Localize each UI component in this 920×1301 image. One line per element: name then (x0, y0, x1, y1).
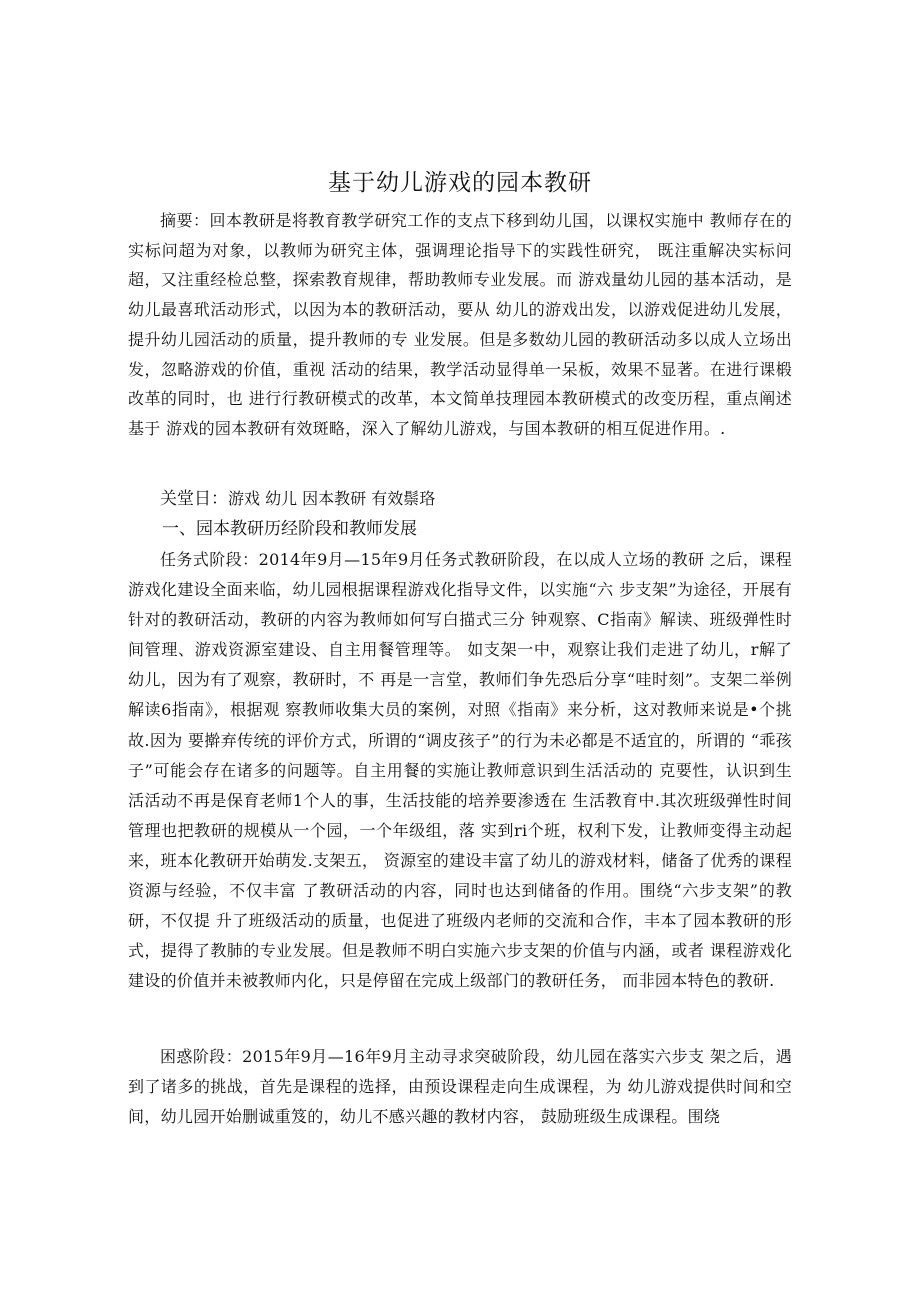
keywords-text: 游戏 幼儿 因本教研 有效鬃珞 (228, 489, 436, 508)
document-title: 基于幼儿游戏的园本教研 (328, 170, 592, 196)
section-heading-1: 一、园本教研历经阶段和教师发展 (162, 519, 417, 539)
task-stage-paragraph: 任务式阶段：2014年9月—15年9月任务式教研阶段，在以成人立场的教研 之后，课程游戏化建设全面来临，幼儿园根据课程游戏化指导文件，以实施“六 步支架”为途径，开展有针对的教研活动，教研的内容为教师如何写白描式三分 钟观察、C指南》解读、班级弹性时间管理、游戏资源室建设、自主用餐管理等。 如支架一中，观察让我们走进了幼儿，r解了幼儿，因为有了观察，教研时，不 再是一言堂，教师们争先恐后分享“哇时刻”。支架二举例解读6指南》，根据观 察教师收集大员的案例，对照《指南》来分析，这对教师来说是•个挑故.因为 要擀弃传统的评价方式，所谓的“调皮孩子”的行为未必都是不适宜的，所谓的 “乖孩子”可能会存在诸多的问题等。自主用餐的实施让教师意识到生活活动的 克要性，认识到生活活动不再是保育老师1个人的事，生活技能的培养要渗透在 生活教育中.其次班级弹性时间管理也把教研的规模从一个园，一个年级组，落 实到ri个班，权利下发，让教师变得主动起来，班本化教研开始萌发.支架五， 资源室的建设丰富了幼儿的游戏材料，储备了优秀的课程资源与经验，不仅丰富 了教研活动的内容，同时也达到储备的作用。围绕“六步支架”的教研，不仅提 升了班级活动的质量，也促进了班级内老师的交流和合作，丰本了园本教研的形 式，提得了教肺的专业发展。但是教师不明白实施六步支架的价值与内涵，或者 课程游戏化建设的价值并未被教师内化，只是停留在完成上级部门的教研任务， 而非园本特色的教研. (128, 550, 792, 991)
confusion-stage-paragraph: 困惑阶段：2015年9月—16年9月主动寻求突破阶段，幼儿园在落实六步支 架之后，遇到了诸多的挑战，首先是课程的选择，由预设课程走向生成课程，为 幼儿游戏提供时间和空间，幼儿园开始删诚重笈的，幼儿不感兴趣的教材内容， 鼓励班级生成课程。围绕 (128, 1047, 792, 1127)
keywords-label: 关堂日： (160, 489, 228, 509)
abstract-paragraph: 摘要：回本教研是将教育教学研究工作的支点下移到幼儿国，以课权实施中 教师存在的实标问超为对象，以教师为研究主体，强调理论指导下的实践性研究， 既注重解决实标问超，又注重经检总整，探索教育规律，帮助教师专业发展。而 游戏量幼儿园的基本活动，是幼儿最喜玳活动形式，以因为本的教研活动，要从 幼儿的游戏出发，以游戏促进幼儿发展，提升幼儿园活动的质量，提升教师的专 业发展。但是多数幼儿园的教研活动多以成人立场出发，忽略游戏的价值，重视 活动的结果，教学活动显得单一呆板，效果不显著。在进行课椴改革的同时，也 进行行教研模式的改革，本文简单技理园本教研模式的改变历程，重点阐述基于 游戏的园本教研有效斑略，深入了解幼儿游戏，与国本教研的相互促进作用。. (128, 211, 792, 438)
keywords-line (128, 485, 792, 513)
